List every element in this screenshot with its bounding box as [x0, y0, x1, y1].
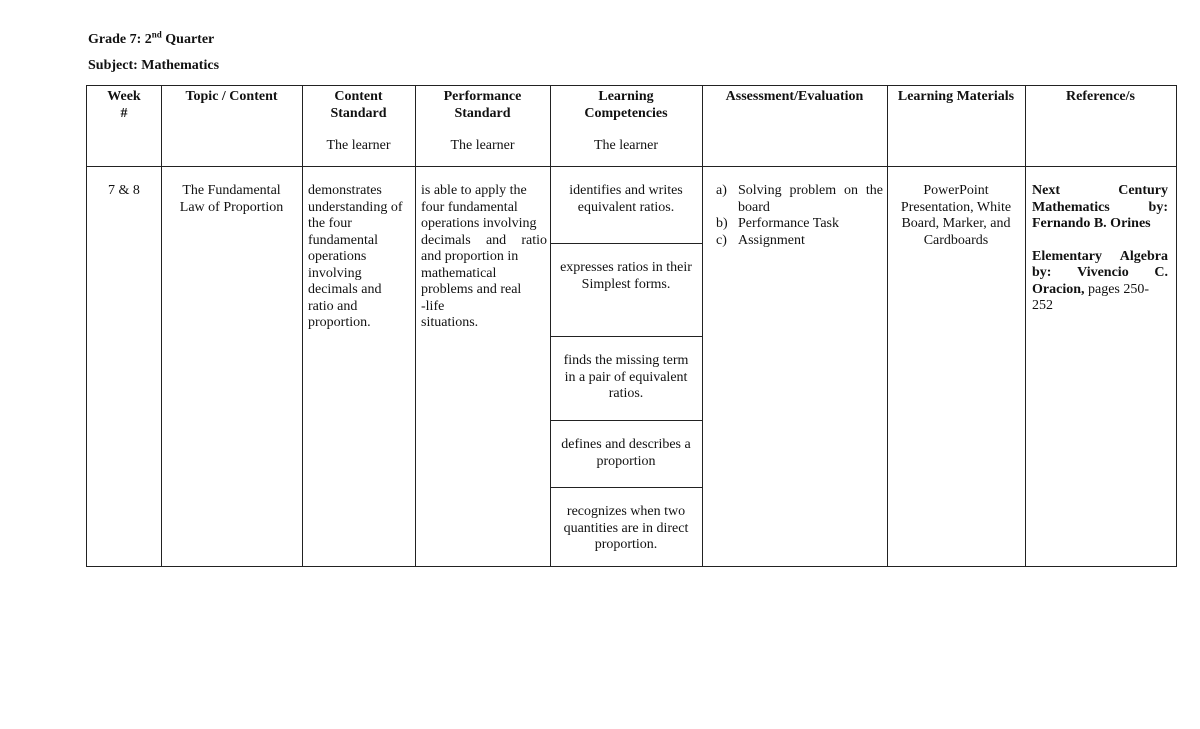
column-divider	[702, 86, 703, 566]
header-materials: Learning Materials	[897, 89, 1015, 104]
materials-line: Presentation, White	[900, 199, 1012, 215]
competency-line: quantities are in direct	[563, 520, 689, 536]
word: C.	[1154, 265, 1168, 280]
header-references: Reference/s	[1066, 89, 1135, 104]
header-performance-standard-line: Standard	[454, 105, 511, 121]
content-standard-line: decimals and	[308, 282, 382, 297]
reference-line: 252	[1032, 298, 1053, 313]
header-content-standard-line: Standard	[330, 105, 387, 121]
competency-item	[550, 260, 702, 293]
assessment-marker: c)	[716, 232, 727, 248]
word: problem	[789, 183, 837, 198]
materials-line: Board, Marker, and	[901, 216, 1011, 231]
competency-line: proportion	[596, 453, 656, 469]
reference-item	[1032, 183, 1168, 233]
reference-item	[1032, 249, 1168, 315]
performance-standard-line: and proportion in	[421, 249, 519, 264]
competency-line: Simplest forms.	[581, 276, 671, 292]
assessment-item	[716, 233, 883, 250]
document-subject-heading: Subject: Mathematics	[88, 58, 220, 73]
header-performance-standard-line: Performance	[443, 89, 522, 104]
performance-standard-line: situations.	[421, 315, 479, 330]
cell-references	[1032, 183, 1168, 331]
assessment-item	[716, 216, 883, 233]
grade-prefix: Grade 7: 2	[88, 32, 152, 47]
cell-materials	[887, 183, 1025, 249]
competency-line: in a pair of equivalent	[564, 369, 688, 385]
cell-topic	[161, 183, 302, 216]
content-standard-line: operations	[308, 249, 367, 264]
grade-suffix: Quarter	[161, 32, 215, 47]
competency-divider	[550, 243, 702, 244]
cell-assessment	[716, 183, 883, 249]
competency-divider	[550, 420, 702, 421]
column-divider	[887, 86, 888, 566]
column-divider	[415, 86, 416, 566]
reference-line: Fernando B. Orines	[1032, 216, 1151, 231]
content-standard-line: demonstrates	[308, 183, 382, 198]
header-assessment: Assessment/Evaluation	[725, 89, 864, 104]
competency-line: recognizes when two	[566, 504, 686, 519]
reference-line	[1032, 183, 1168, 200]
header-performance-standard-sub: The learner	[450, 138, 515, 153]
header-week-hash: #	[120, 105, 128, 121]
word: and	[485, 232, 507, 248]
word: Solving	[738, 183, 782, 198]
word: by:	[1032, 265, 1052, 280]
competency-line: defines and describes a	[561, 437, 691, 452]
curriculum-table	[86, 85, 1177, 567]
content-standard-line: fundamental	[308, 232, 378, 248]
assessment-line: board	[738, 199, 770, 215]
header-performance-standard	[415, 89, 550, 155]
word: ratio	[521, 232, 547, 248]
header-week	[87, 89, 161, 122]
competency-item	[550, 183, 702, 216]
header-competencies-line: Competencies	[584, 105, 668, 121]
assessment-line: Performance Task	[738, 216, 840, 231]
header-competencies-sub: The learner	[593, 138, 659, 153]
performance-standard-line: is able to apply the	[421, 183, 527, 198]
reference-line	[1032, 265, 1168, 282]
reference-line	[1032, 282, 1168, 299]
header-competencies	[550, 89, 702, 155]
topic-line: The Fundamental	[182, 183, 281, 198]
word: Century	[1118, 183, 1168, 198]
competency-item	[550, 353, 702, 403]
content-standard-line: involving	[308, 265, 362, 281]
materials-line: Cardboards	[923, 232, 989, 248]
word: Vivencio	[1077, 265, 1129, 280]
performance-standard-line: -life	[421, 298, 445, 314]
competency-item	[550, 504, 702, 554]
competency-divider	[550, 336, 702, 337]
document-grade-heading	[88, 29, 215, 48]
competency-line: equivalent ratios.	[577, 199, 675, 215]
competency-line: identifies and writes	[569, 183, 683, 198]
column-divider	[302, 86, 303, 566]
grade-superscript: nd	[151, 29, 162, 40]
word: Mathematics	[1032, 199, 1110, 215]
performance-standard-line	[421, 233, 547, 250]
performance-standard-line: mathematical	[421, 265, 497, 281]
word: by:	[1148, 199, 1168, 215]
assessment-item	[716, 183, 883, 216]
word: Elementary	[1032, 248, 1102, 264]
word: the	[865, 183, 883, 198]
column-divider	[161, 86, 162, 566]
assessment-line	[738, 183, 883, 200]
header-content-standard	[302, 89, 415, 155]
competency-line: finds the missing term	[563, 353, 689, 368]
content-standard-line: proportion.	[308, 315, 371, 330]
reference-pages: pages 250-	[1084, 281, 1150, 297]
topic-line: Law of Proportion	[179, 199, 284, 215]
cell-content-standard	[308, 183, 412, 332]
assessment-marker: b)	[716, 216, 728, 231]
performance-standard-line: four fundamental	[421, 199, 518, 215]
reference-line	[1032, 200, 1168, 217]
header-competencies-line: Learning	[598, 89, 654, 104]
competency-item	[550, 437, 702, 470]
content-standard-line: the four	[308, 216, 352, 231]
header-topic: Topic / Content	[185, 89, 278, 104]
competency-line: expresses ratios in their	[560, 260, 692, 275]
materials-line: PowerPoint	[923, 183, 989, 198]
performance-standard-line: problems and real	[421, 282, 522, 297]
reference-author: Oracion,	[1032, 281, 1085, 297]
competency-line: ratios.	[608, 386, 644, 401]
header-content-standard-line: Content	[334, 89, 383, 104]
cell-performance-standard	[421, 183, 547, 332]
word: on	[843, 183, 858, 198]
assessment-marker: a)	[716, 183, 727, 198]
competency-divider	[550, 487, 702, 488]
competency-line: proportion.	[594, 537, 658, 552]
assessment-list	[716, 183, 883, 249]
performance-standard-line: operations involving	[421, 216, 537, 231]
column-divider	[1025, 86, 1026, 566]
header-divider	[87, 166, 1176, 167]
header-week-label: Week	[107, 89, 141, 104]
word: Next	[1032, 183, 1060, 198]
reference-line	[1032, 249, 1168, 266]
content-standard-line: understanding of	[308, 199, 403, 215]
word: decimals	[421, 232, 471, 248]
word: Algebra	[1119, 248, 1168, 264]
column-divider	[550, 86, 551, 566]
cell-week: 7 & 8	[108, 183, 140, 198]
assessment-line: Assignment	[738, 232, 805, 248]
content-standard-line: ratio and	[308, 298, 358, 314]
header-content-standard-sub: The learner	[326, 138, 391, 153]
